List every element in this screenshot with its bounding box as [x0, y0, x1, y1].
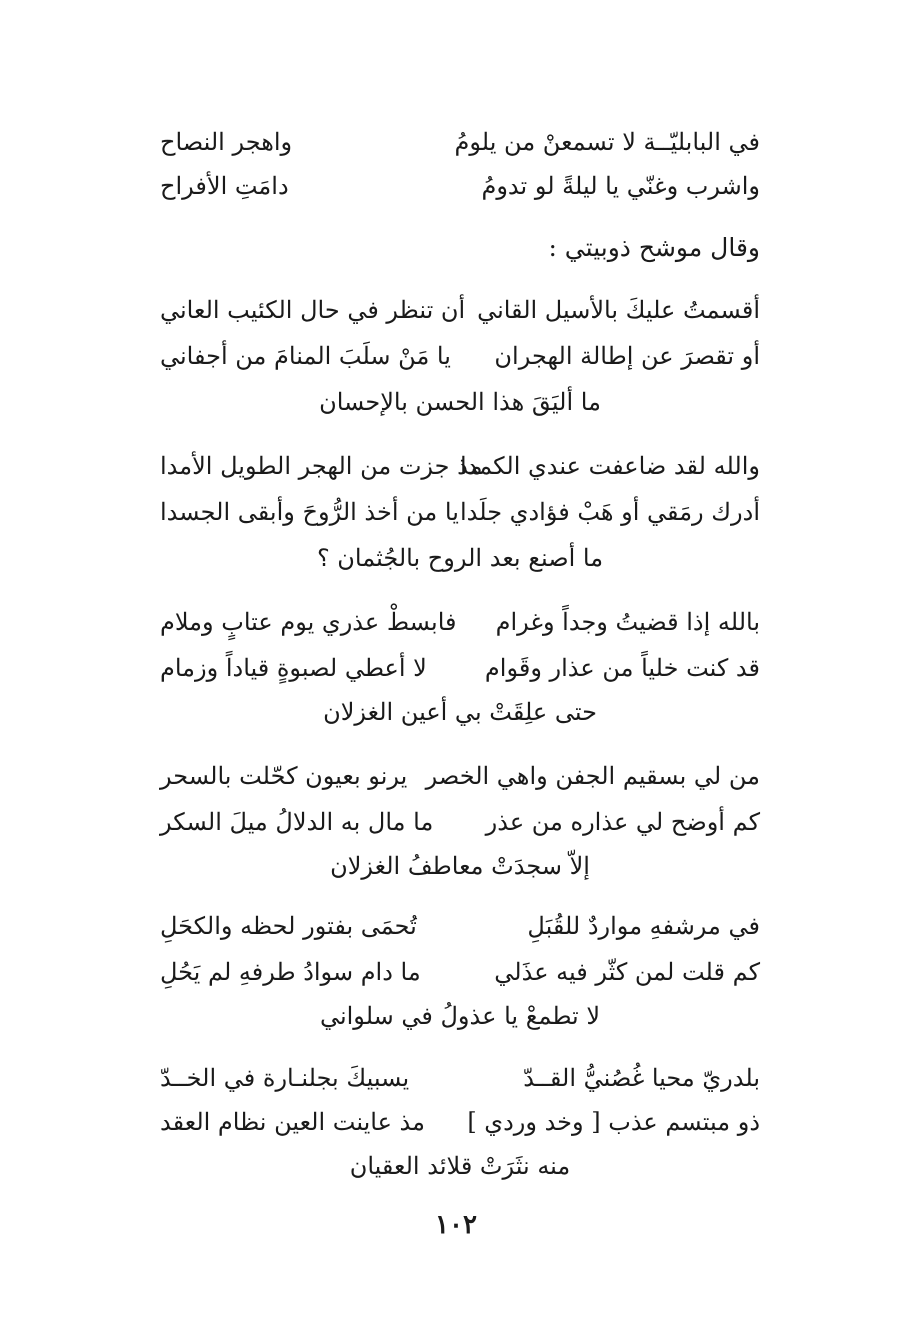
stanza-2-row-1-right: والله لقد ضاعفت عندي الكمدا — [460, 452, 760, 480]
stanza-6-row-2 — [160, 1102, 760, 1142]
stanza-2-row-1-left: مذ جزت من الهجر الطويل الأمدا — [160, 452, 483, 480]
stanza-4-refrain: إلاّ سجدَتْ معاطفُ الغزلان — [330, 852, 590, 880]
stanza-3-row-2-left: لا أعطي لصبوةٍ قياداً وزمام — [160, 654, 427, 682]
stanza-5-row-2-right: كم قلت لمن كثّر فيه عذَلي — [494, 958, 760, 986]
stanza-5-row-2-left: ما دام سوادُ طرفهِ لم يَحُلِ — [160, 958, 421, 986]
stanza-5-row-1-left: تُحمَى بفتور لحظه والكحَلِ — [160, 912, 417, 940]
stanza-1-row-2-right: أو تقصرَ عن إطالة الهجران — [494, 342, 760, 370]
stanza-6-row-1 — [160, 1058, 760, 1098]
stanza-3-row-2-right: قد كنت خلياً من عذار وقَوام — [484, 654, 760, 682]
stanza-3-row-1 — [160, 602, 760, 642]
opening-line-2-left: دامَتِ الأفراح — [160, 172, 289, 200]
stanza-6-row-1-left: يسبيكَ بجلنـارة في الخــدّ — [160, 1064, 410, 1092]
stanza-1-row-1-left: أن تنظر في حال الكئيب العاني — [160, 296, 466, 324]
stanza-2-row-2-right: أدرك رمَقي أو هَبْ فؤادي جلَدا — [460, 498, 760, 526]
stanza-1-row-1 — [160, 290, 760, 330]
stanza-3-row-1-left: فابسطْ عذري يوم عتابٍ وملام — [160, 608, 457, 636]
stanza-2-row-1 — [160, 446, 760, 486]
stanza-4-row-2 — [160, 802, 760, 842]
page-number: ١٠٢ — [435, 1210, 477, 1240]
stanza-1-row-1-right: أقسمتُ عليكَ بالأسيل القاني — [477, 296, 760, 324]
stanza-1-row-2-left: يا مَنْ سلَبَ المنامَ من أجفاني — [160, 342, 451, 370]
stanza-5-row-2 — [160, 952, 760, 992]
opening-line-1 — [160, 122, 760, 162]
stanza-4-row-2-left: ما مال به الدلالُ ميلَ السكر — [160, 808, 434, 836]
stanza-2-row-2-left: يا من أخذ الرُّوحَ وأبقى الجسدا — [160, 498, 459, 526]
opening-line-2-right: واشرب وغنّي يا ليلةً لو تدومُ — [481, 172, 760, 200]
stanza-2-refrain: ما أصنع بعد الروح بالجُثمان ؟ — [316, 544, 604, 572]
stanza-3-refrain: حتى علِقَتْ بي أعين الغزلان — [323, 698, 597, 726]
intro-heading: وقال موشح ذوبيتي : — [548, 233, 760, 262]
opening-line-2 — [160, 166, 760, 206]
stanza-5-refrain: لا تطمعْ يا عذولُ في سلواني — [319, 1002, 601, 1030]
opening-line-1-right: في البابليّــة لا تسمعنْ من يلومُ — [454, 128, 760, 156]
stanza-4-row-1-right: من لي بسقيم الجفن واهي الخصر — [425, 762, 760, 790]
stanza-3-row-1-right: بالله إذا قضيتُ وجداً وغرام — [495, 608, 760, 636]
stanza-6-row-2-right: ذو مبتسم عذب [ وخد وردي ] — [467, 1108, 760, 1136]
stanza-4-row-2-right: كم أوضح لي عذاره من عذر — [485, 808, 760, 836]
stanza-5-row-1 — [160, 906, 760, 946]
stanza-3-row-2 — [160, 648, 760, 688]
stanza-2-row-2 — [160, 492, 760, 532]
stanza-4-row-1 — [160, 756, 760, 796]
stanza-6-row-1-right: بلدريّ محيا غُصُنيُّ القــدّ — [523, 1064, 760, 1092]
stanza-4-row-1-left: يرنو بعيون كحّلت بالسحر — [160, 762, 408, 790]
stanza-6-row-2-left: مذ عاينت العين نظام العقد — [160, 1108, 425, 1136]
stanza-1-row-2 — [160, 336, 760, 376]
stanza-5-row-1-right: في مرشفهِ مواردٌ للقُبَلِ — [527, 912, 760, 940]
opening-line-1-left: واهجر النصاح — [160, 128, 293, 156]
stanza-1-refrain: ما أليَقَ هذا الحسن بالإحسان — [319, 388, 601, 416]
stanza-6-refrain: منه نثَرَتْ قلائد العقيان — [349, 1152, 571, 1180]
